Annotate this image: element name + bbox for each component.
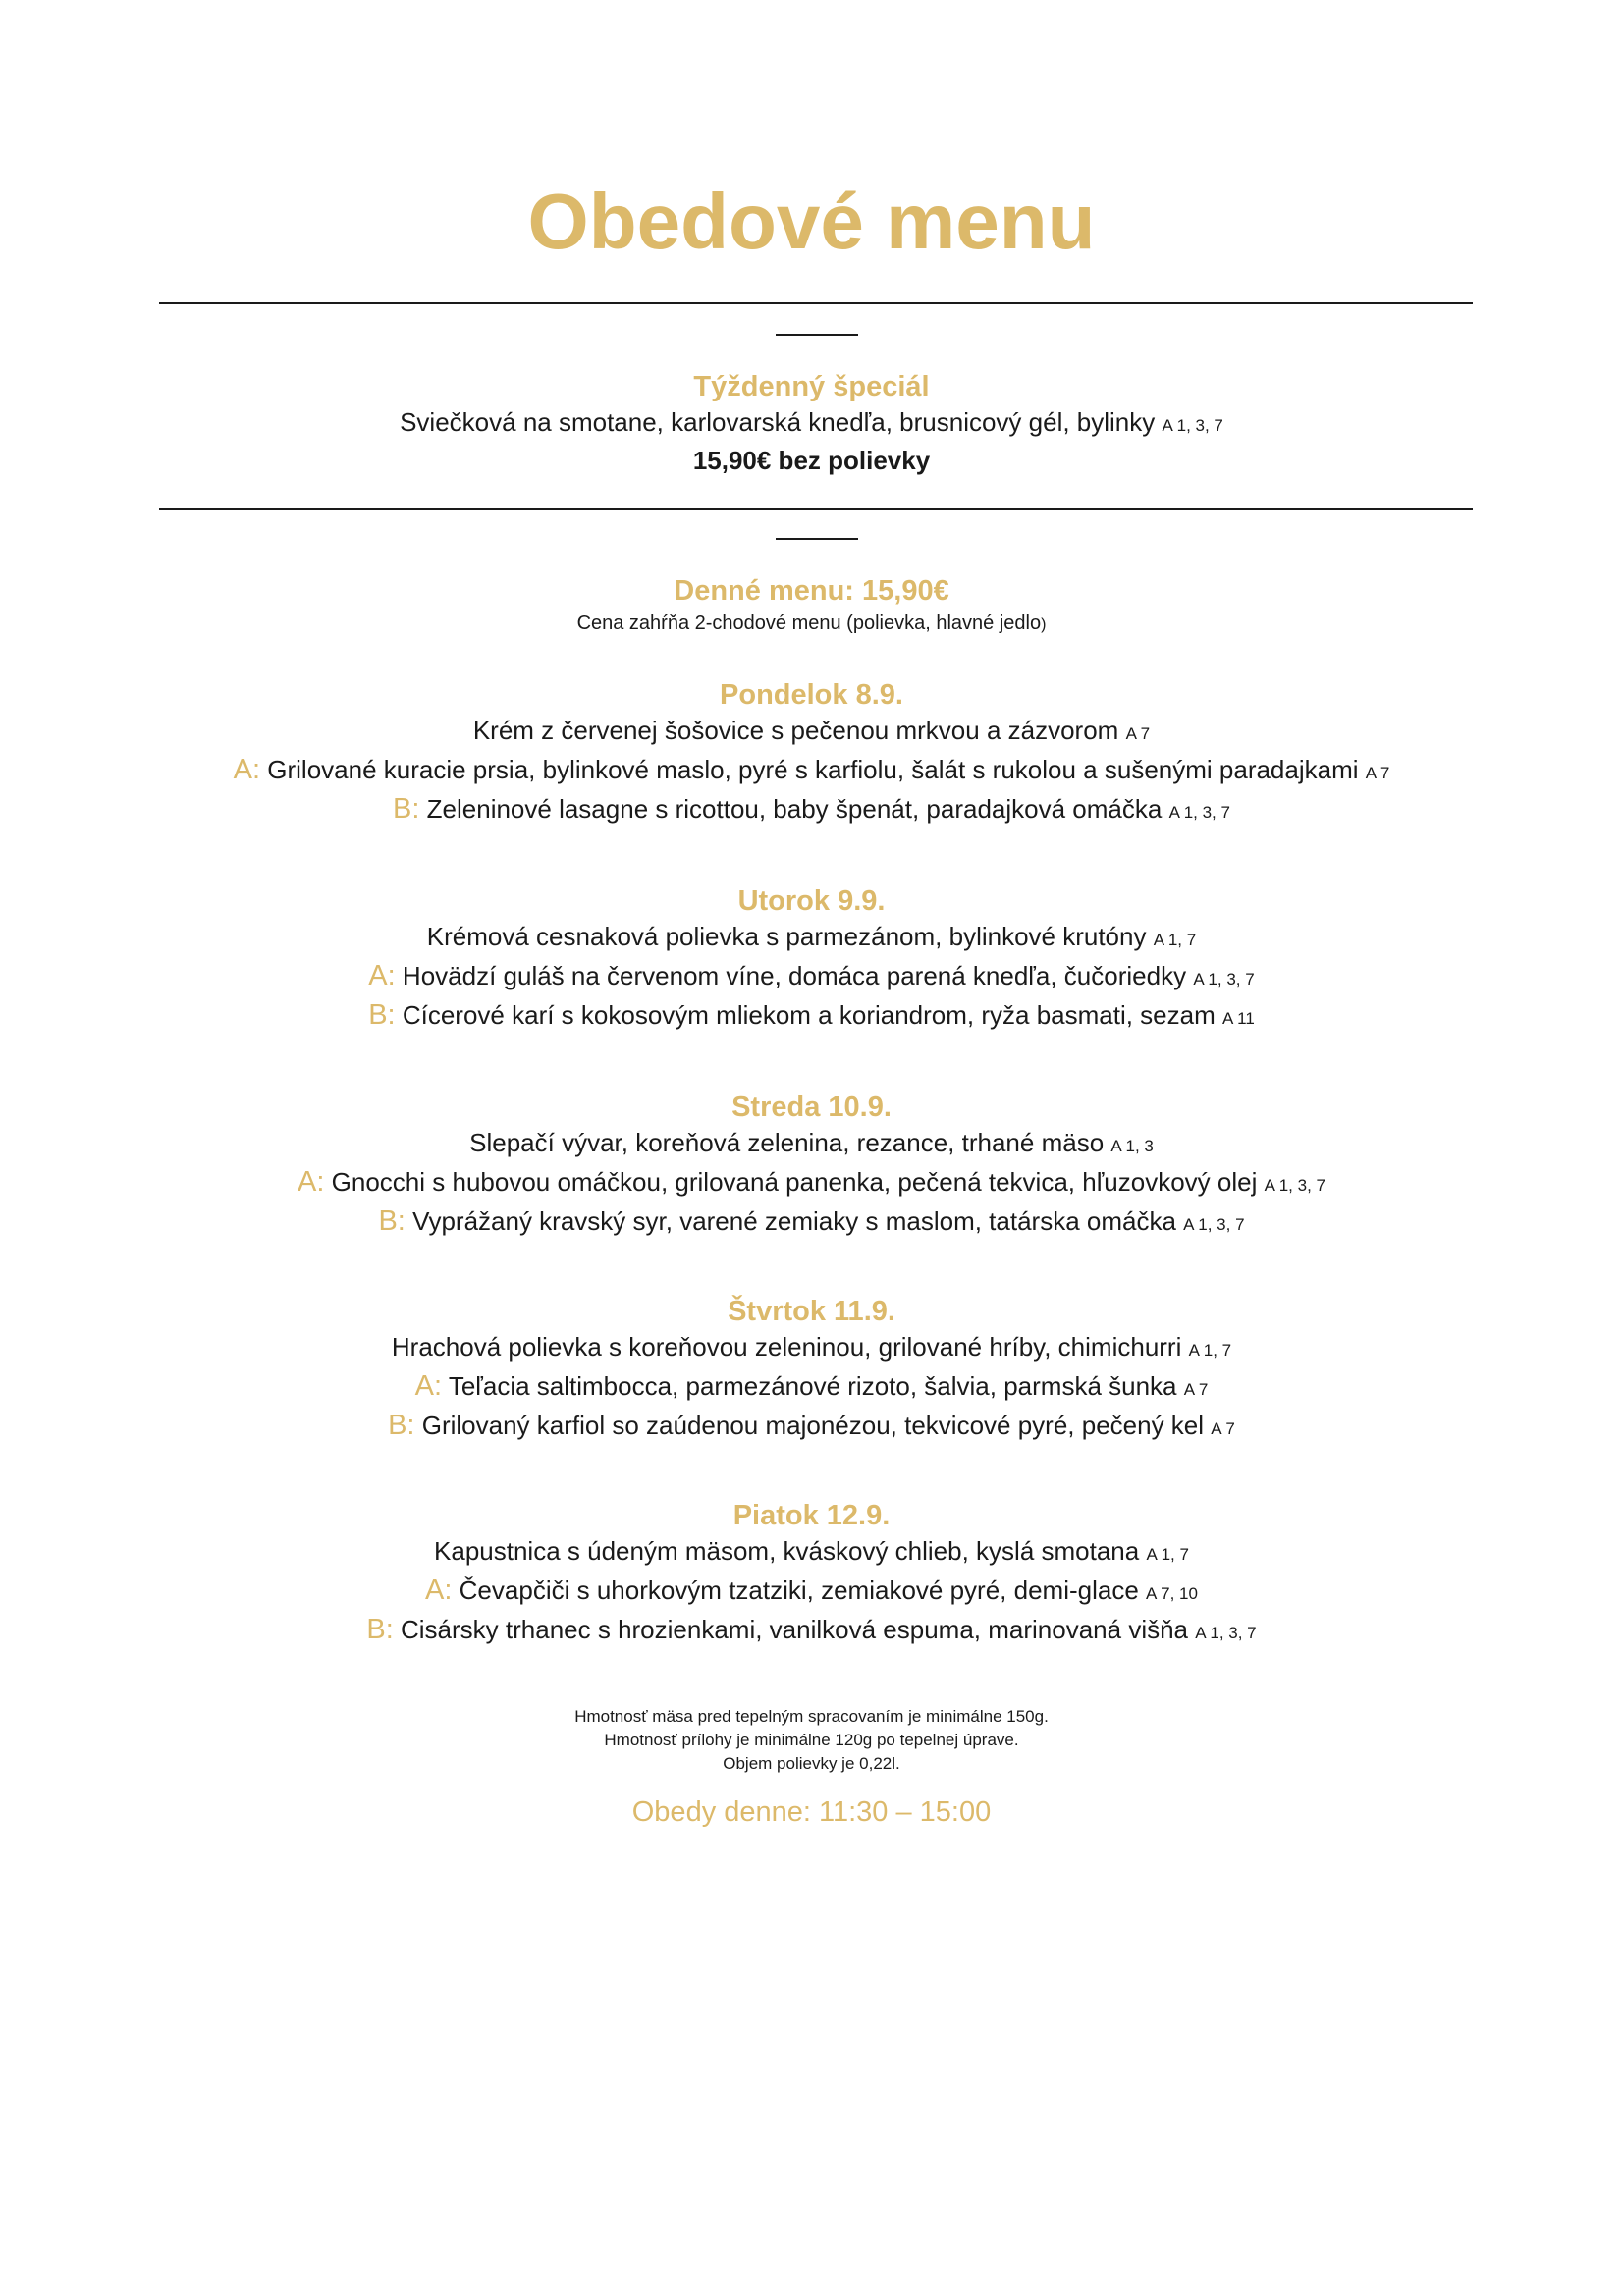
option-a-label: A: (368, 960, 396, 991)
option-b-line (0, 997, 1623, 1037)
divider-long (159, 508, 1473, 510)
option-a-line (0, 752, 1623, 791)
option-b-label: B: (368, 999, 396, 1031)
day-block-wednesday (0, 1090, 1623, 1243)
daily-menu (0, 573, 1623, 640)
weekly-special-heading: Týždenný špeciál (693, 371, 930, 402)
option-a-text: Grilované kuracie prsia, bylinkové maslo, pyré s karfiolu, šalát s rukolou a sušenými paradajkami (267, 755, 1359, 784)
option-b-label: B: (393, 793, 420, 825)
footer-notes (0, 1705, 1623, 1776)
option-a-line (0, 1164, 1623, 1203)
option-a-text: Hovädzí guláš na červenom víne, domáca parená knedľa, čučoriedky (402, 961, 1187, 990)
day-heading: Piatok 12.9. (732, 1500, 891, 1531)
option-a-text: Teľacia saltimbocca, parmezánové rizoto, šalvia, parmská šunka (448, 1371, 1177, 1401)
soup-allergens: A 1, 7 (1188, 1341, 1232, 1360)
option-b-text: Vyprážaný kravský syr, varené zemiaky s maslom, tatárska omáčka (412, 1206, 1176, 1236)
option-a-allergens: A 7, 10 (1146, 1584, 1198, 1603)
option-a-text: Čevapčiči s uhorkovým tzatziki, zemiakové pyré, demi-glace (459, 1575, 1139, 1605)
option-a-label: A: (414, 1370, 443, 1402)
option-a-allergens: A 7 (1183, 1380, 1209, 1399)
option-a-label: A: (425, 1575, 453, 1606)
lunch-hours: Obedy denne: 11:30 – 15:00 (631, 1796, 992, 1828)
page-title: Obedové menu (527, 178, 1096, 265)
option-a-line (0, 1573, 1623, 1612)
day-block-tuesday (0, 883, 1623, 1037)
option-b-line (0, 1408, 1623, 1447)
option-b-line (0, 1612, 1623, 1651)
option-b-allergens: A 1, 3, 7 (1183, 1215, 1245, 1234)
option-b-label: B: (378, 1205, 406, 1237)
option-a-allergens: A 7 (1365, 764, 1390, 782)
option-b-allergens: A 7 (1211, 1419, 1235, 1438)
soup-allergens: A 1, 7 (1146, 1545, 1189, 1564)
option-b-allergens: A 1, 3, 7 (1168, 803, 1230, 822)
soup-text: Krémová cesnaková polievka s parmezánom, bylinkové krutóny (426, 922, 1147, 951)
daily-menu-note-paren: ) (1041, 616, 1047, 633)
option-a-label: A: (233, 754, 261, 785)
soup-line (0, 1533, 1623, 1573)
option-b-label: B: (388, 1410, 415, 1441)
option-b-label: B: (366, 1614, 394, 1645)
footer-meat-weight: Hmotnosť mäsa pred tepelným spracovaním je minimálne 150g. (574, 1707, 1049, 1726)
soup-text: Hrachová polievka s koreňovou zeleninou, grilované hríby, chimichurri (391, 1332, 1182, 1362)
soup-line (0, 1329, 1623, 1368)
day-heading: Streda 10.9. (731, 1092, 892, 1123)
soup-text: Kapustnica s údeným mäsom, kváskový chlieb, kyslá smotana (434, 1536, 1140, 1566)
option-b-text: Zeleninové lasagne s ricottou, baby špenát, paradajková omáčka (426, 794, 1163, 824)
soup-text: Krém z červenej šošovice s pečenou mrkvou a zázvorom (472, 716, 1119, 745)
daily-menu-note (0, 609, 1623, 640)
weekly-special-dish (0, 404, 1623, 444)
day-heading: Pondelok 8.9. (720, 679, 903, 711)
option-b-allergens: A 11 (1222, 1009, 1255, 1028)
weekly-special-dish-text: Sviečková na smotane, karlovarská knedľa, brusnicový gél, bylinky (400, 407, 1156, 437)
soup-line (0, 713, 1623, 752)
option-a-label: A: (298, 1166, 325, 1198)
day-block-monday (0, 677, 1623, 830)
footer-soup-volume: Objem polievky je 0,22l. (723, 1754, 900, 1773)
soup-allergens: A 1, 3 (1110, 1137, 1154, 1155)
weekly-special (0, 369, 1623, 477)
soup-line (0, 1125, 1623, 1164)
soup-allergens: A 1, 7 (1153, 931, 1197, 949)
day-heading: Utorok 9.9. (737, 885, 886, 917)
divider-short (776, 334, 858, 336)
weekly-special-price: 15,90€ bez polievky (692, 446, 931, 475)
option-b-line (0, 1203, 1623, 1243)
footer-side-weight: Hmotnosť prílohy je minimálne 120g po tepelnej úprave. (604, 1731, 1019, 1749)
option-a-allergens: A 1, 3, 7 (1264, 1176, 1325, 1195)
divider-long (159, 302, 1473, 304)
option-a-text: Gnocchi s hubovou omáčkou, grilovaná panenka, pečená tekvica, hľuzovkový olej (331, 1167, 1258, 1197)
option-a-line (0, 958, 1623, 997)
day-heading: Štvrtok 11.9. (728, 1296, 895, 1327)
day-block-friday (0, 1498, 1623, 1651)
soup-allergens: A 7 (1125, 724, 1151, 743)
day-block-thursday (0, 1294, 1623, 1447)
option-b-allergens: A 1, 3, 7 (1195, 1624, 1257, 1642)
option-a-line (0, 1368, 1623, 1408)
daily-menu-note-text: Cena zahŕňa 2-chodové menu (polievka, hlavné jedlo (576, 613, 1042, 634)
soup-line (0, 919, 1623, 958)
weekly-special-allergens: A 1, 3, 7 (1162, 416, 1223, 435)
option-b-text: Grilovaný karfiol so zaúdenou majonézou, tekvicové pyré, pečený kel (421, 1411, 1205, 1440)
option-a-allergens: A 1, 3, 7 (1193, 970, 1255, 988)
option-b-text: Cisársky trhanec s hrozienkami, vanilková espuma, marinovaná višňa (401, 1615, 1189, 1644)
divider-short (776, 538, 858, 540)
option-b-line (0, 791, 1623, 830)
daily-menu-heading: Denné menu: 15,90€ (674, 575, 949, 607)
soup-text: Slepačí vývar, koreňová zelenina, rezance, trhané mäso (469, 1128, 1105, 1157)
option-b-text: Cícerové karí s kokosovým mliekom a koriandrom, ryža basmati, sezam (402, 1000, 1216, 1030)
